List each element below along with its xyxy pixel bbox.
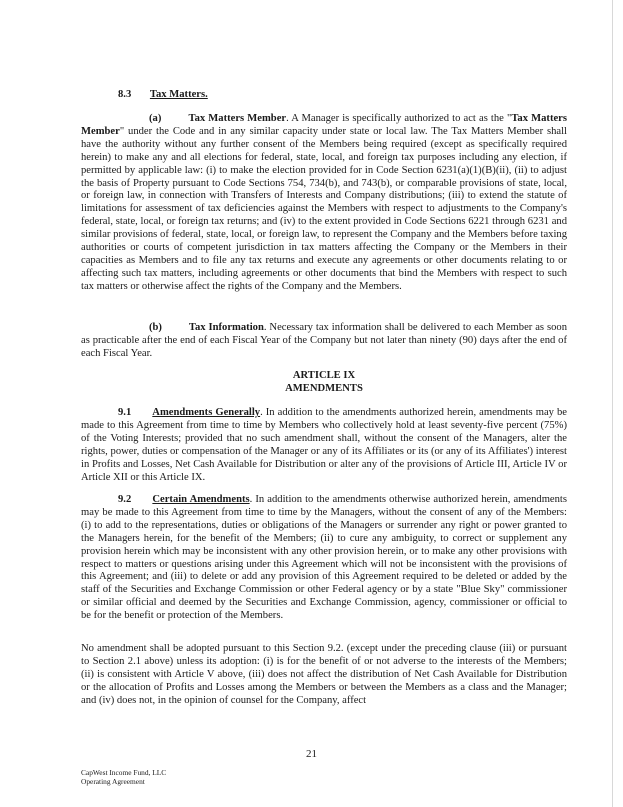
section-text: . In addition to the amendments authorized herein, amendments may be made to this Agreement from time to time by Members who collectively hold at least seventy-five percent (75%) of the Voting Interests; provided that no such amendment shall, without the consent of the Managers, alter the rights, power, duties or compensation of the Manager or any of its Affiliates or its (or any of its Affiliates') interest in Profits and Losses, Net Cash Available for Distribution or alter any of the provisions of Article III, Article IV or Article XII or this Article IX.: [81, 407, 567, 483]
section-9-2: [81, 494, 567, 623]
section-9-1: [81, 407, 567, 484]
paragraph-text: . A Manager is specifically authorized to act as the ": [286, 113, 512, 124]
section-heading: Amendments Generally: [152, 407, 261, 418]
closing-paragraph: No amendment shall be adopted pursuant to this Section 9.2. (except under the preceding clause (iii) or pursuant to Section 2.1 above) unless its adoption: (i) is for the benefit of or not adverse to the interests of the Members; (ii) is consistent with Article V above, (iii) does not affect the distribution of Net Cash Available for Distribution or the allocation of Profits and Losses among the Members or between the Members as a class and the Manager; and (iv) does not, in the opinion of counsel for the Company, affect: [81, 643, 567, 706]
paragraph-label: (a): [149, 113, 162, 124]
paragraph-b: [81, 322, 567, 361]
section-number: 8.3: [118, 89, 132, 100]
article-title: AMENDMENTS: [285, 382, 363, 394]
paragraph-heading: Tax Information: [188, 322, 264, 333]
section-8-3-heading: [81, 89, 567, 102]
paragraph-text: " under the Code and in any similar capacity under state or local law. The Tax Matters Member shall have the authority without any further consent of the Members being required (except as specifically required herein) to make any and all elections for federal, state, local, and foreign tax purposes including any election, if permitted by applicable law: (i) to make the election provided for in Code Section 6231(a)(1)(B)(ii), (ii) to adjust the basis of Property pursuant to Code Sections 754, 734(b), and 743(b), or comparable provisions of state, local, or foreign law, in connection with Transfers of Interests and Company distributions; (iii) to extend the statute of limitations for assessment of tax deficiencies against the Members with respect to adjustments to the Company's federal, state, local, or foreign tax returns; and (iv) to the extent provided in Code Sections 6221 through 6231 and similar provisions of federal, state, local, or foreign law, to represent the Company and the Members before taxing authorities or courts of competent jurisdiction in tax matters affecting the Company or the Members in their capacities as Members and to file any tax returns and execute any agreements or other documents relating to or affecting such tax matters, including agreements or other documents that bind the Members with respect to such tax matters or otherwise affect the rights of the Company and the Members.: [81, 125, 567, 292]
paragraph-heading: Tax Matters Member: [188, 113, 287, 124]
section-title: Tax Matters.: [149, 89, 208, 100]
page-number: 21: [306, 748, 317, 760]
article-heading: [81, 370, 567, 396]
defined-term: Tax Matters Member: [81, 113, 568, 137]
paragraph-a: [81, 113, 567, 294]
paragraph-label: (b): [149, 322, 162, 333]
scan-artifact: [612, 0, 613, 807]
section-text: . In addition to the amendments otherwise authorized herein, amendments may be made to this Agreement from time to time by the Managers, without the consent of any of the Members: (i) to add to the representations, duties or obligations of the Managers or surrender any right or power granted to the Managers herein, for the benefit of the Members; (ii) to cure any ambiguity, to correct or supplement any provision herein which may be inconsistent with any other provision herein, or to make any other provisions with respect to matters or questions arising under this Agreement which will not be inconsistent with the provisions of this Agreement; and (iii) to delete or add any provision of this Agreement required to be deleted or added by the staff of the Securities and Exchange Commission or other Federal agency or by a state "Blue Sky" commissioner or similar official and deemed by the Securities and Exchange Commission, agency, commissioner or official to be for the benefit or protection of the Members.: [81, 494, 567, 622]
footer-company: CapWest Income Fund, LLC: [81, 768, 167, 777]
paragraph-text: . Necessary tax information shall be delivered to each Member as soon as practicable after the end of each Fiscal Year of the Company but not later than ninety (90) days after the end of each Fiscal Year.: [81, 322, 567, 359]
footer-document: Operating Agreement: [81, 777, 145, 786]
section-number: 9.1: [118, 407, 132, 418]
section-heading: Certain Amendments: [152, 494, 250, 505]
section-number: 9.2: [118, 494, 132, 505]
article-number: ARTICLE IX: [292, 370, 356, 381]
footer: [81, 768, 166, 786]
